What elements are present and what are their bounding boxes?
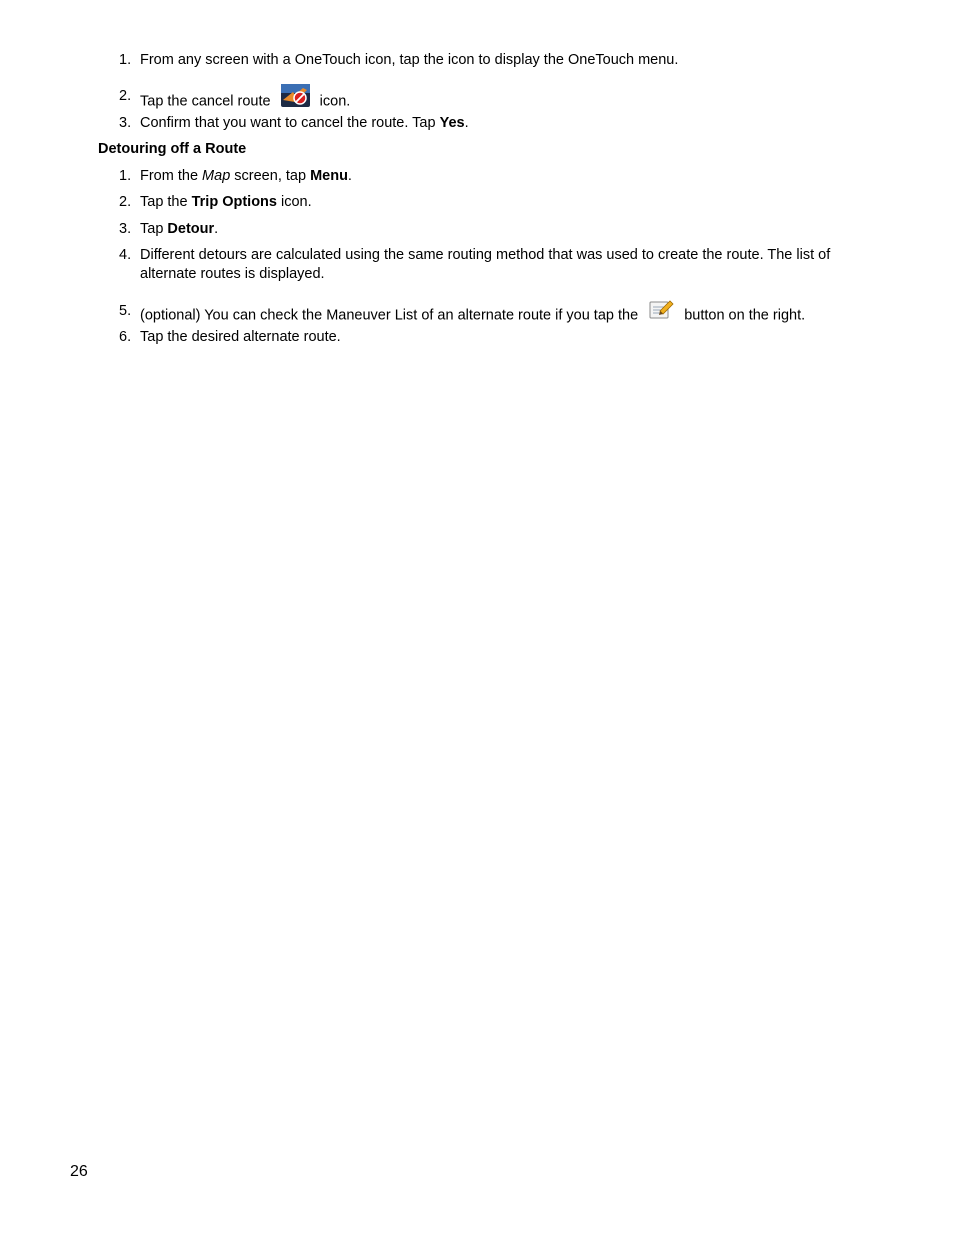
text-after: icon.: [276, 194, 312, 210]
list-text: From any screen with a OneTouch icon, tap the icon to display the OneTouch menu.: [140, 52, 679, 68]
text-bold: Yes: [439, 115, 465, 131]
list-text: Tap the desired alternate route.: [140, 329, 341, 345]
text-before: Tap the cancel route: [140, 93, 271, 110]
list-number: 2.: [119, 88, 132, 104]
text-after: .: [464, 115, 469, 131]
text-after: button on the right.: [684, 307, 806, 324]
list-number: 3.: [119, 221, 132, 237]
text-bold: Detour: [167, 221, 215, 237]
list-item-2: [119, 193, 879, 212]
list-number: 1.: [119, 52, 132, 68]
text-before: Tap: [140, 221, 168, 237]
list-number: 4.: [119, 247, 132, 263]
text-before: (optional) You can check the Maneuver List of an alternate route if you tap the: [140, 307, 639, 324]
list-text: [140, 167, 879, 186]
list-text: [140, 302, 879, 329]
list-number: 2.: [119, 194, 132, 210]
list-item-6: [119, 328, 879, 347]
text-italic: Map: [202, 168, 231, 184]
text-bold: Trip Options: [191, 194, 277, 210]
list-number: 3.: [119, 115, 132, 131]
text-bold: Menu: [310, 168, 348, 184]
list-text: [140, 87, 879, 116]
text-after: icon.: [319, 93, 351, 110]
list-item-3: [119, 114, 879, 133]
list-text: [140, 220, 879, 239]
maneuver-list-icon: [648, 299, 674, 326]
text-middle: screen, tap: [230, 168, 311, 184]
text-after: .: [214, 221, 219, 237]
list-item-2: [119, 87, 879, 116]
text-before: Tap the: [140, 194, 192, 210]
page-number: 26: [70, 1163, 88, 1180]
list-item-1: [119, 167, 879, 186]
list-number: 1.: [119, 168, 132, 184]
list-text: [140, 193, 879, 212]
list-number: 6.: [119, 329, 132, 345]
text-after: .: [347, 168, 352, 184]
list-item-1: [119, 51, 879, 70]
list-item-4: [119, 246, 879, 284]
section-heading: Detouring off a Route: [98, 141, 247, 157]
text-before: Confirm that you want to cancel the route. Tap: [140, 115, 440, 131]
list-text: [140, 114, 879, 133]
text-before: From the: [140, 168, 203, 184]
cancel-route-icon: [281, 84, 310, 113]
list-item-3: [119, 220, 879, 239]
list-number: 5.: [119, 303, 132, 319]
list-item-5: [119, 302, 879, 329]
list-text: Different detours are calculated using the same routing method that was used to create the route. The list of alternate routes is displayed.: [140, 247, 831, 282]
